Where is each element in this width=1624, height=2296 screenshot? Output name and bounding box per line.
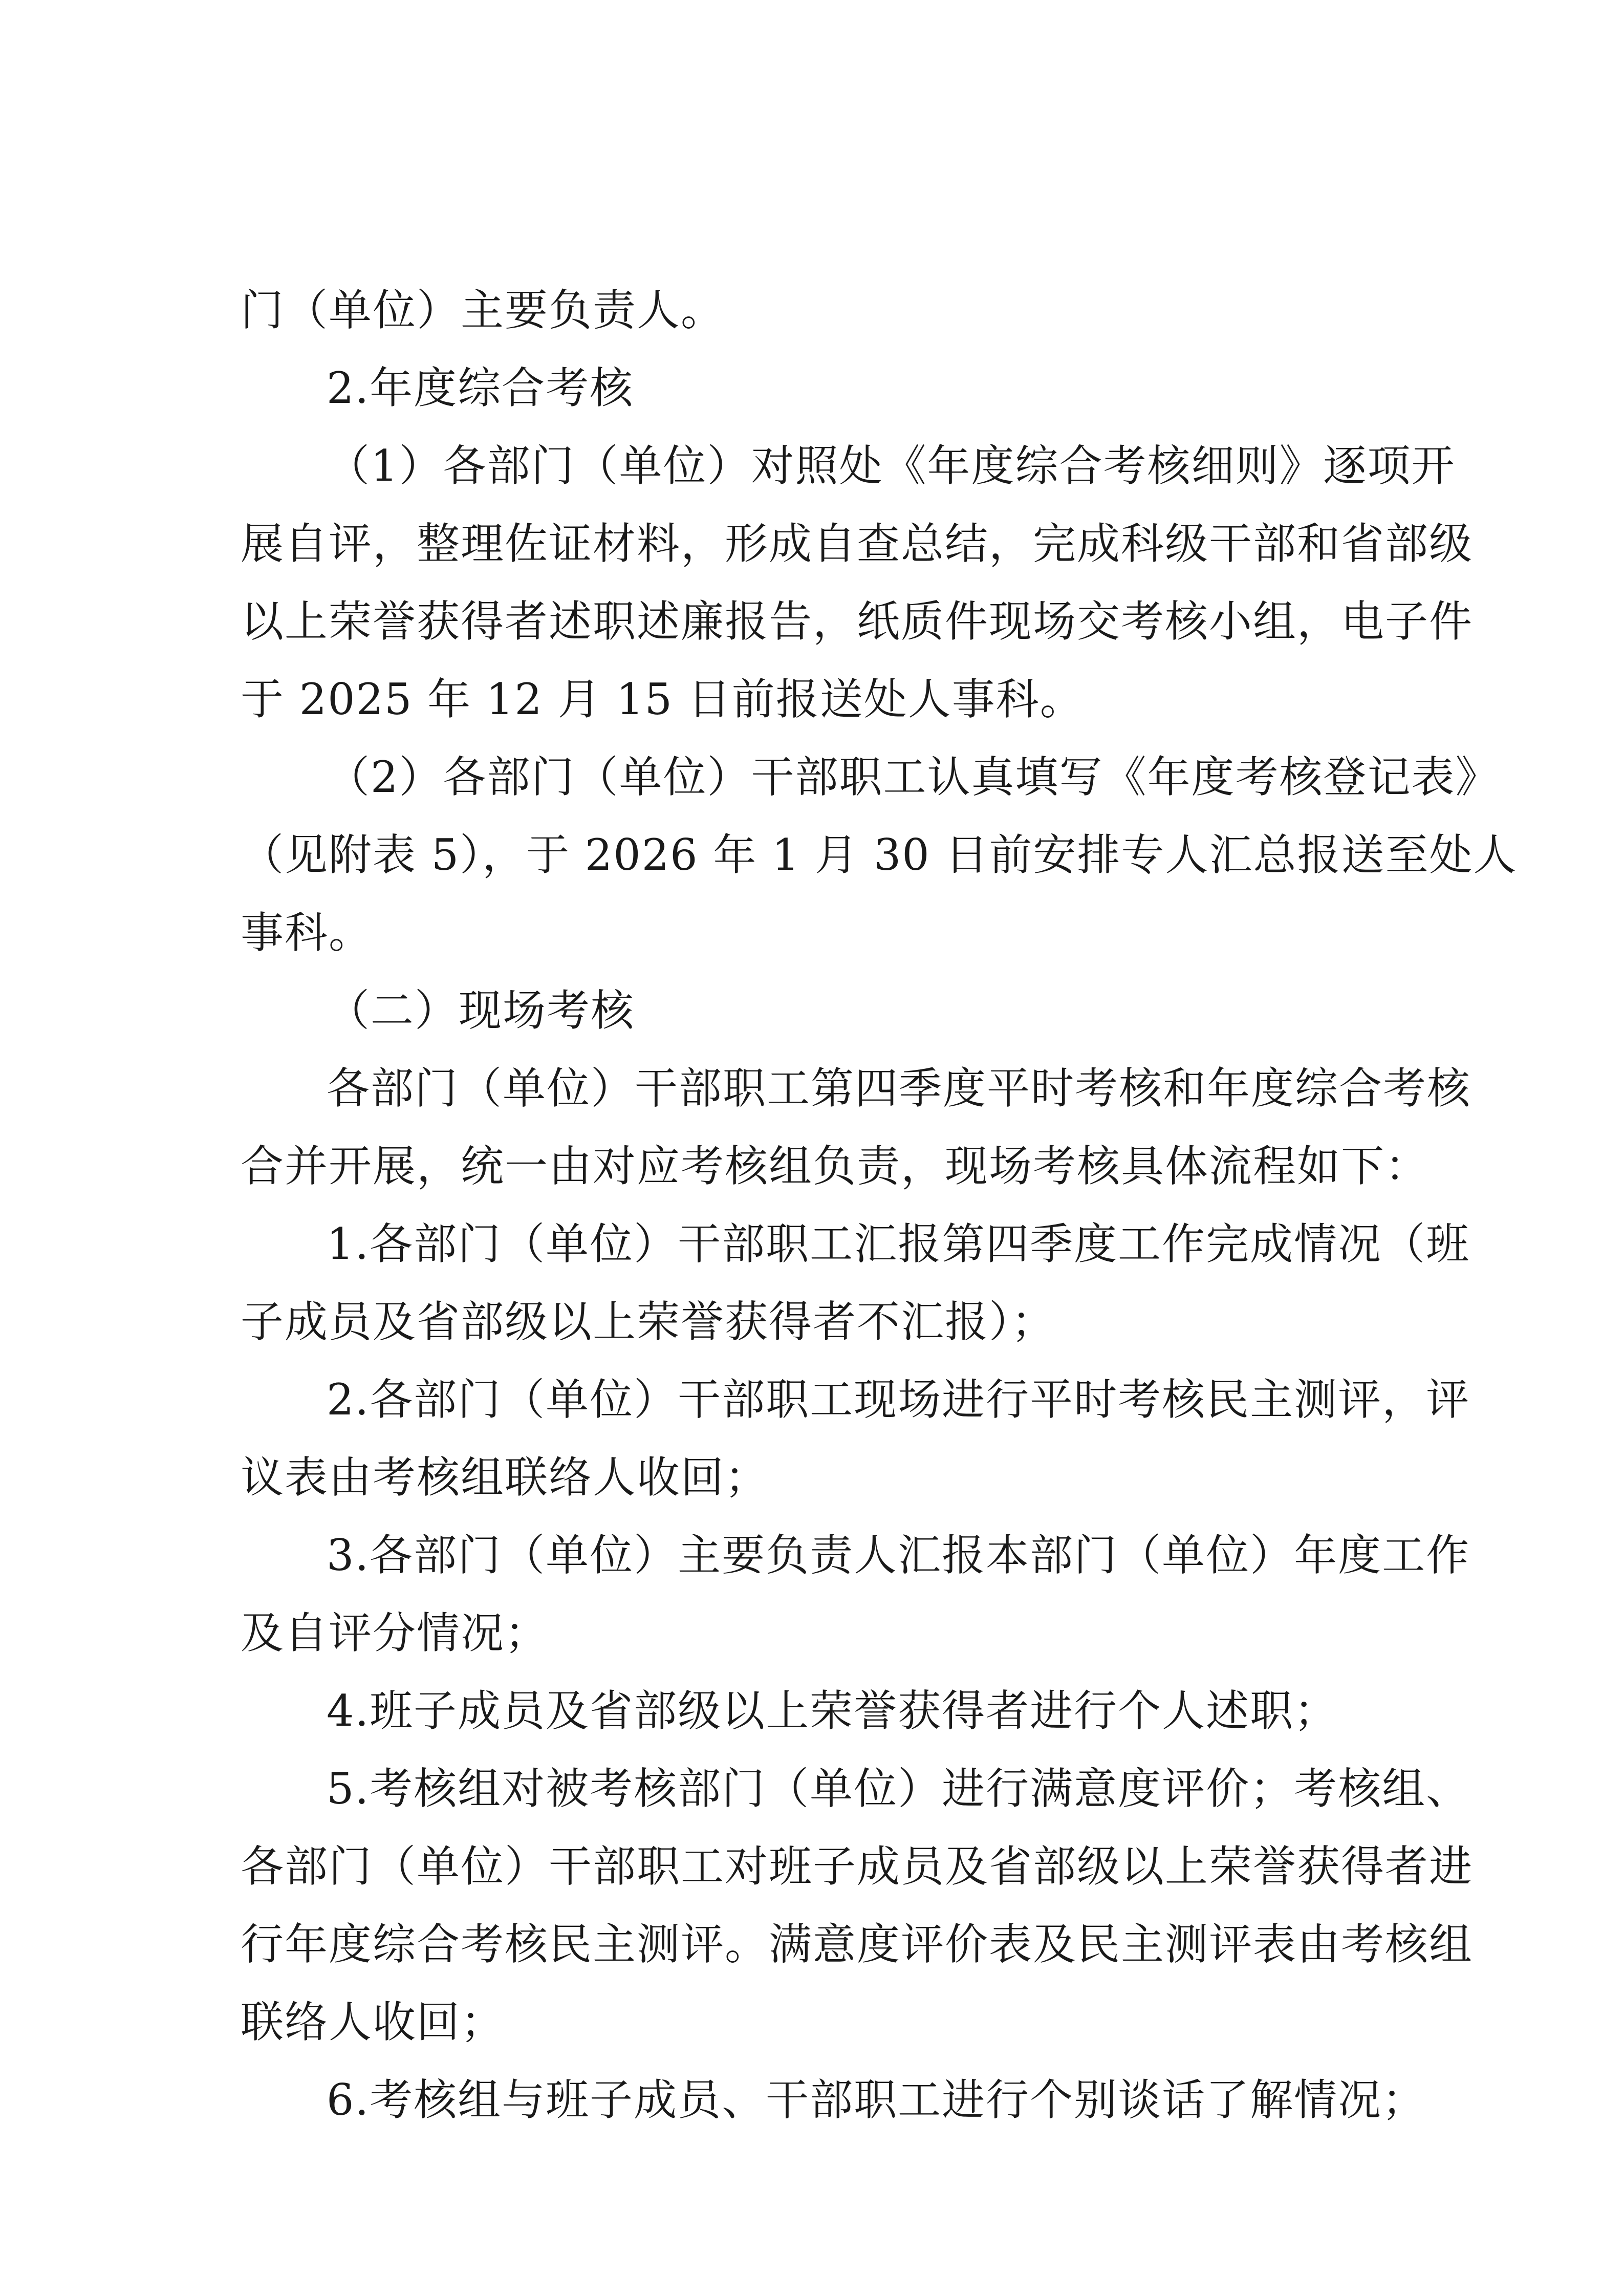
- text-line: 合并开展，统一由对应考核组负责，现场考核具体流程如下：: [241, 1141, 1430, 1191]
- text-line: （2）各部门（单位）干部职工认真填写《年度考核登记表》: [327, 752, 1500, 802]
- paragraph-step-6: [241, 2061, 1426, 2139]
- section-heading-onsite-assessment: [241, 972, 1387, 1049]
- paragraph-item-2: [241, 738, 1518, 972]
- text-line: 以上荣誉获得者述职述廉报告，纸质件现场交考核小组，电子件: [241, 596, 1474, 647]
- text-line: 行年度综合考核民主测评。满意度评价表及民主测评表由考核组: [241, 1919, 1474, 1969]
- text-line: 展自评，整理佐证材料，形成自查总结，完成科级干部和省部级: [241, 519, 1474, 569]
- text-line: 各部门（单位）干部职工对班子成员及省部级以上荣誉获得者进: [241, 1841, 1474, 1892]
- text-line: 及自评分情况；: [241, 1608, 549, 1658]
- text-line: 子成员及省部级以上荣誉获得者不汇报）；: [241, 1297, 1056, 1347]
- paragraph-item-1: [241, 427, 1474, 738]
- section-heading-annual-assessment: [241, 349, 1387, 427]
- text-line: 事科。: [241, 908, 373, 958]
- text-line: 各部门（单位）干部职工第四季度平时考核和年度综合考核: [327, 1063, 1471, 1113]
- text-line: 联络人收回；: [241, 1997, 505, 2047]
- paragraph-step-1: [241, 1205, 1470, 1361]
- paragraph-step-4: [241, 1672, 1387, 1750]
- text-line: 3.各部门（单位）主要负责人汇报本部门（单位）年度工作: [327, 1530, 1470, 1580]
- text-line: 于 2025 年 12 月 15 日前报送处人事科。: [241, 674, 1084, 724]
- text-line: （见附表 5），于 2026 年 1 月 30 日前安排专人汇总报送至处人: [241, 830, 1518, 880]
- paragraph-step-3: [241, 1516, 1470, 1672]
- text-line: 4.班子成员及省部级以上荣誉获得者进行个人述职；: [327, 1686, 1338, 1736]
- text-line: 2.年度综合考核: [327, 363, 634, 413]
- text-line: 5.考核组对被考核部门（单位）进行满意度评价；考核组、: [327, 1764, 1470, 1814]
- paragraph-onsite-intro: [241, 1049, 1471, 1205]
- paragraph-step-5: [241, 1750, 1474, 2061]
- text-line: 门（单位）主要负责人。: [241, 285, 725, 335]
- text-line: （1）各部门（单位）对照处《年度综合考核细则》逐项开: [327, 441, 1456, 491]
- document-body: [241, 271, 1518, 2139]
- paragraph-continuation: [241, 271, 1387, 349]
- text-line: 1.各部门（单位）干部职工汇报第四季度工作完成情况（班: [327, 1219, 1470, 1269]
- text-line: （二）现场考核: [327, 985, 635, 1036]
- text-line: 6.考核组与班子成员、干部职工进行个别谈话了解情况；: [327, 2075, 1426, 2125]
- text-line: 2.各部门（单位）干部职工现场进行平时考核民主测评，评: [327, 1375, 1470, 1425]
- text-line: 议表由考核组联络人收回；: [241, 1452, 769, 1503]
- paragraph-step-2: [241, 1361, 1470, 1516]
